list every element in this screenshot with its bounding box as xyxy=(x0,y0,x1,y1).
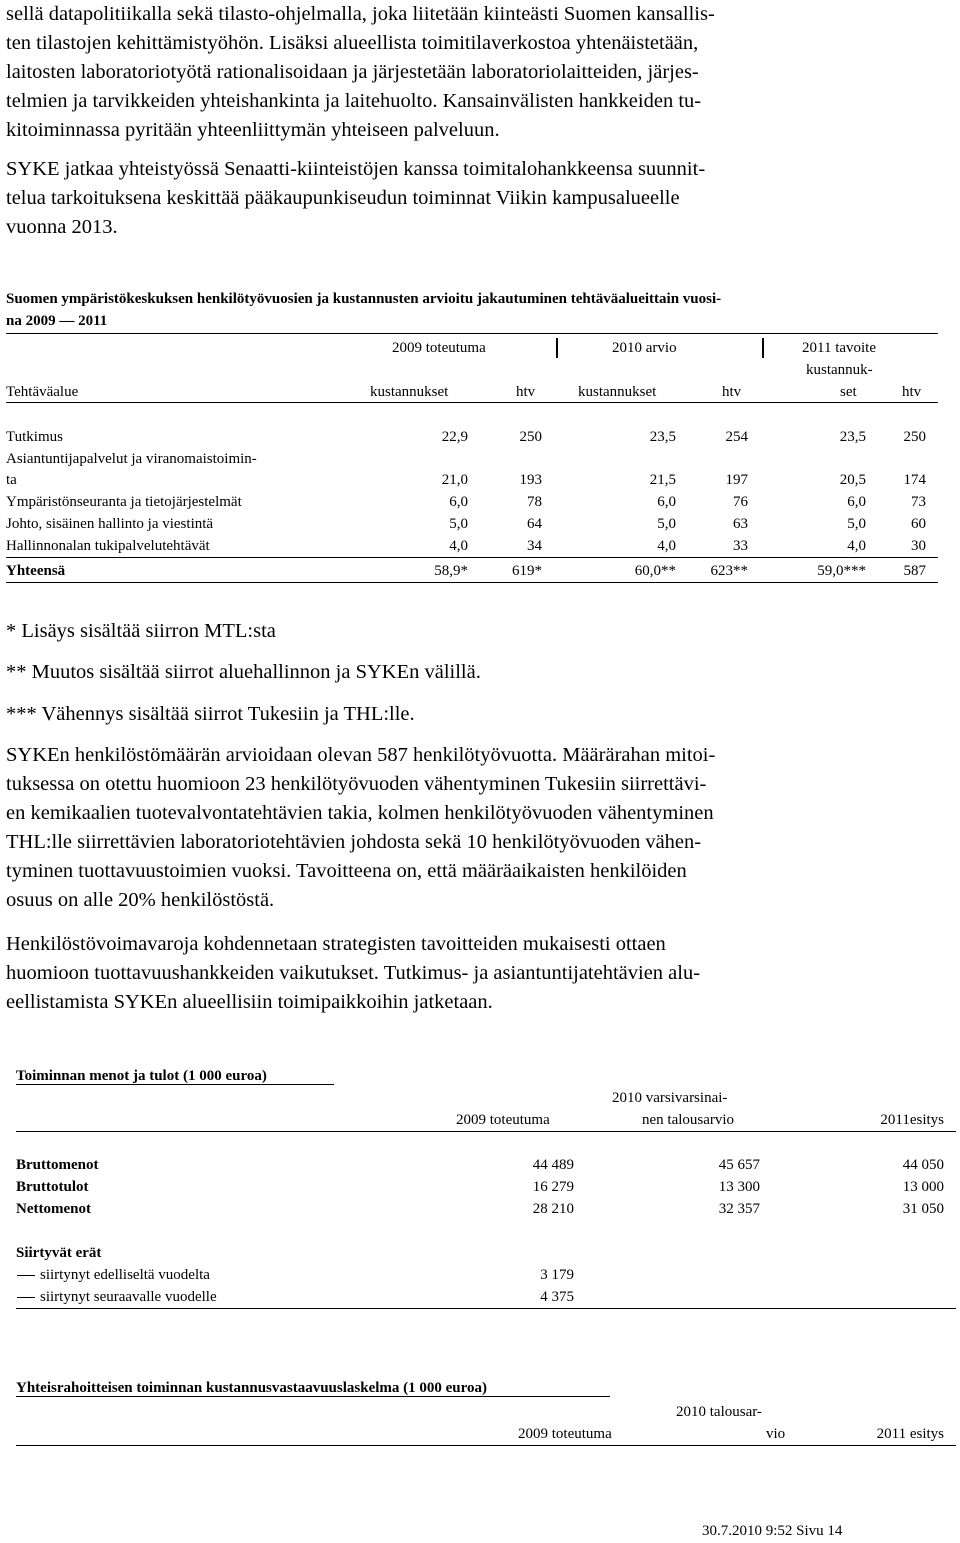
cell-cost-2010: 21,5 xyxy=(649,472,676,488)
dash-icon xyxy=(17,1297,35,1298)
staff-table-title-line: na 2009 — 2011 xyxy=(6,313,108,329)
text-line: osuus on alle 20% henkilöstöstä. xyxy=(6,889,275,911)
cell-2009: 3 179 xyxy=(540,1267,574,1283)
dash-icon xyxy=(17,1275,35,1276)
col-header-task: Tehtäväalue xyxy=(6,384,79,400)
cofund-table-title: Yhteisrahoitteisen toiminnan kustannusvastaavuuslaskelma (1 000 euroa) xyxy=(16,1380,488,1396)
cell-2011: 31 050 xyxy=(902,1201,944,1217)
cell-htv-2010: 33 xyxy=(733,538,748,554)
text-line: SYKE jatkaa yhteistyössä Senaatti-kiinteistöjen kanssa toimitalohankkeensa suunnit- xyxy=(6,158,706,180)
cell-cost-2009: 6,0 xyxy=(449,494,468,510)
cell-cost-2010: 23,5 xyxy=(649,429,676,445)
cell-htv-2009: 34 xyxy=(527,538,542,554)
cell-htv-2011: 250 xyxy=(903,429,926,445)
text-line: SYKEn henkilöstömäärän arvioidaan olevan 587 henkilötyövuotta. Määrärahan mitoi- xyxy=(6,744,716,766)
col-header-cost-2011: set xyxy=(840,384,857,400)
header-rule xyxy=(16,1445,956,1446)
cell-2010: 32 357 xyxy=(718,1201,760,1217)
text-line: THL:lle siirrettävien laboratoriotehtävien johdosta sekä 10 henkilötyövuoden vähen- xyxy=(6,831,702,853)
col-header-2010-line2: vio xyxy=(766,1426,786,1442)
cell-htv-2011: 174 xyxy=(903,472,926,488)
text-line: tuksessa on otettu huomioon 23 henkilötyövuoden vähentyminen Tukesiin siirrettävi- xyxy=(6,773,707,795)
col-header-htv-2010: htv xyxy=(722,384,742,400)
total-htv-2009: 619* xyxy=(512,563,542,579)
cell-cost-2010: 6,0 xyxy=(657,494,676,510)
cell-htv-2010: 254 xyxy=(725,429,748,445)
cell-htv-2010: 197 xyxy=(725,472,748,488)
cell-htv-2011: 73 xyxy=(911,494,926,510)
row-label: Ympäristönseuranta ja tietojärjestelmät xyxy=(6,494,242,510)
cell-cost-2011: 5,0 xyxy=(847,516,866,532)
text-line: huomioon tuottavuushankkeiden vaikutukset. Tutkimus- ja asiantuntijatehtävien alu- xyxy=(6,962,701,984)
table-top-rule xyxy=(6,333,938,334)
text-line: tyminen tuottavuustoimien vuoksi. Tavoitteena on, että määräaikaisten henkilöiden xyxy=(6,860,687,882)
row-label: Bruttotulot xyxy=(16,1179,89,1195)
col-header-2011: 2011esitys xyxy=(880,1112,944,1128)
group-divider xyxy=(556,338,558,358)
group-header-2009: 2009 toteutuma xyxy=(392,340,486,356)
body-paragraph-2 xyxy=(6,930,880,1017)
cell-cost-2011: 4,0 xyxy=(847,538,866,554)
text-line: vuonna 2013. xyxy=(6,216,118,238)
col-header-cost-2010: kustannukset xyxy=(578,384,657,400)
row-label-line1: Asiantuntijapalvelut ja viranomaistoimin- xyxy=(6,451,257,467)
row-label xyxy=(16,1287,217,1307)
staff-table-title xyxy=(6,288,721,332)
col-header-cost-split: kustannuk- xyxy=(806,362,873,378)
text-line: laitosten laboratoriotyötä rationalisoidaan ja järjestetään laboratoriolaitteiden, järjes- xyxy=(6,61,699,83)
col-header-2009: 2009 toteutuma xyxy=(456,1112,550,1128)
cell-htv-2009: 250 xyxy=(519,429,542,445)
row-label: Johto, sisäinen hallinto ja viestintä xyxy=(6,516,214,532)
total-top-rule xyxy=(6,557,938,558)
total-label: Yhteensä xyxy=(6,563,66,579)
col-header-2011: 2011 esitys xyxy=(876,1426,944,1442)
cell-htv-2009: 193 xyxy=(519,472,542,488)
cell-cost-2011: 23,5 xyxy=(839,429,866,445)
budget-table-title: Toiminnan menot ja tulot (1 000 euroa) xyxy=(16,1068,267,1084)
cell-cost-2011: 6,0 xyxy=(847,494,866,510)
group-divider xyxy=(762,338,764,358)
group-header-2011: 2011 tavoite xyxy=(802,340,877,356)
header-rule xyxy=(16,1131,956,1132)
text-line: telua tarkoituksena keskittää pääkaupunkiseudun toiminnat Viikin kampusalueelle xyxy=(6,187,680,209)
col-header-2009: 2009 toteutuma xyxy=(518,1426,612,1442)
col-header-htv-2009: htv xyxy=(516,384,536,400)
cell-htv-2011: 30 xyxy=(911,538,926,554)
group-header-2010: 2010 arvio xyxy=(612,340,677,356)
body-paragraph-1 xyxy=(6,741,880,915)
col-header-2010-line1: 2010 varsivarsinai- xyxy=(612,1090,728,1106)
text-line: sellä datapolitiikalla sekä tilasto-ohjelmalla, joka liitetään kiinteästi Suomen kansallis- xyxy=(6,3,715,25)
cell-htv-2010: 63 xyxy=(733,516,748,532)
row-label-text: siirtynyt edelliseltä vuodelta xyxy=(40,1267,210,1283)
cell-cost-2011: 20,5 xyxy=(839,472,866,488)
row-label xyxy=(16,1265,210,1285)
cell-cost-2009: 22,9 xyxy=(441,429,468,445)
row-label: Hallinnonalan tukipalvelutehtävät xyxy=(6,538,210,554)
col-header-htv-2011: htv xyxy=(902,384,922,400)
page-footer: 30.7.2010 9:52 Sivu 14 xyxy=(702,1523,843,1539)
title-underline xyxy=(16,1084,334,1085)
cell-htv-2010: 76 xyxy=(733,494,748,510)
intro-paragraph-1 xyxy=(6,0,880,145)
cell-cost-2009: 5,0 xyxy=(449,516,468,532)
cell-htv-2009: 64 xyxy=(527,516,542,532)
row-label-text: siirtynyt seuraavalle vuodelle xyxy=(40,1289,217,1305)
text-line: Henkilöstövoimavaroja kohdennetaan strategisten tavoitteiden mukaisesti ottaen xyxy=(6,933,666,955)
cell-cost-2010: 4,0 xyxy=(657,538,676,554)
total-htv-2010: 623** xyxy=(710,563,748,579)
col-header-2010-line2: nen talousarvio xyxy=(642,1112,735,1128)
total-cost-2010: 60,0** xyxy=(634,563,676,579)
text-line: eellistamista SYKEn alueellisiin toimipaikkoihin jatketaan. xyxy=(6,991,493,1013)
text-line: telmien ja tarvikkeiden yhteishankinta ja laitehuolto. Kansainvälisten hankkeiden tu- xyxy=(6,90,702,112)
table-bottom-rule xyxy=(16,1308,956,1309)
footnote: * Lisäys sisältää siirron MTL:sta xyxy=(6,620,276,642)
header-rule xyxy=(6,402,938,403)
row-label: Tutkimus xyxy=(6,429,63,445)
total-cost-2009: 58,9* xyxy=(434,563,468,579)
staff-table-title-line: Suomen ympäristökeskuksen henkilötyövuosien ja kustannusten arvioitu jakautuminen tehtäväalueittain vuosi- xyxy=(6,291,722,307)
total-cost-2011: 59,0*** xyxy=(817,563,866,579)
cell-2010: 13 300 xyxy=(718,1179,760,1195)
cell-2009: 16 279 xyxy=(532,1179,574,1195)
cell-cost-2009: 21,0 xyxy=(441,472,468,488)
cell-2011: 13 000 xyxy=(902,1179,944,1195)
total-htv-2011: 587 xyxy=(903,563,926,579)
cell-2009: 4 375 xyxy=(540,1289,574,1305)
transfer-heading: Siirtyvät erät xyxy=(16,1245,102,1261)
cell-2009: 44 489 xyxy=(532,1157,574,1173)
text-line: en kemikaalien tuotevalvontatehtävien takia, kolmen henkilötyövuoden vähentyminen xyxy=(6,802,714,824)
col-header-2010-line1: 2010 talousar- xyxy=(676,1404,762,1420)
footnote: *** Vähennys sisältää siirrot Tukesiin ja THL:lle. xyxy=(6,703,415,725)
cell-cost-2010: 5,0 xyxy=(657,516,676,532)
row-label: Bruttomenot xyxy=(16,1157,99,1173)
cell-htv-2009: 78 xyxy=(527,494,542,510)
cell-cost-2009: 4,0 xyxy=(449,538,468,554)
intro-paragraph-2 xyxy=(6,155,880,242)
cell-htv-2011: 60 xyxy=(911,516,926,532)
text-line: kitoiminnassa pyritään yhteenliittymän yhteiseen palveluun. xyxy=(6,119,500,141)
cell-2011: 44 050 xyxy=(902,1157,944,1173)
cell-2010: 45 657 xyxy=(718,1157,760,1173)
text-line: ten tilastojen kehittämistyöhön. Lisäksi alueellista toimitilaverkostoa yhtenäistetään, xyxy=(6,32,699,54)
row-label: Nettomenot xyxy=(16,1201,91,1217)
col-header-cost-2009: kustannukset xyxy=(370,384,449,400)
cell-2009: 28 210 xyxy=(532,1201,574,1217)
table-bottom-rule xyxy=(6,582,938,583)
row-label: ta xyxy=(6,472,17,488)
footnote: ** Muutos sisältää siirrot aluehallinnon ja SYKEn välillä. xyxy=(6,661,481,683)
title-underline xyxy=(16,1396,610,1397)
